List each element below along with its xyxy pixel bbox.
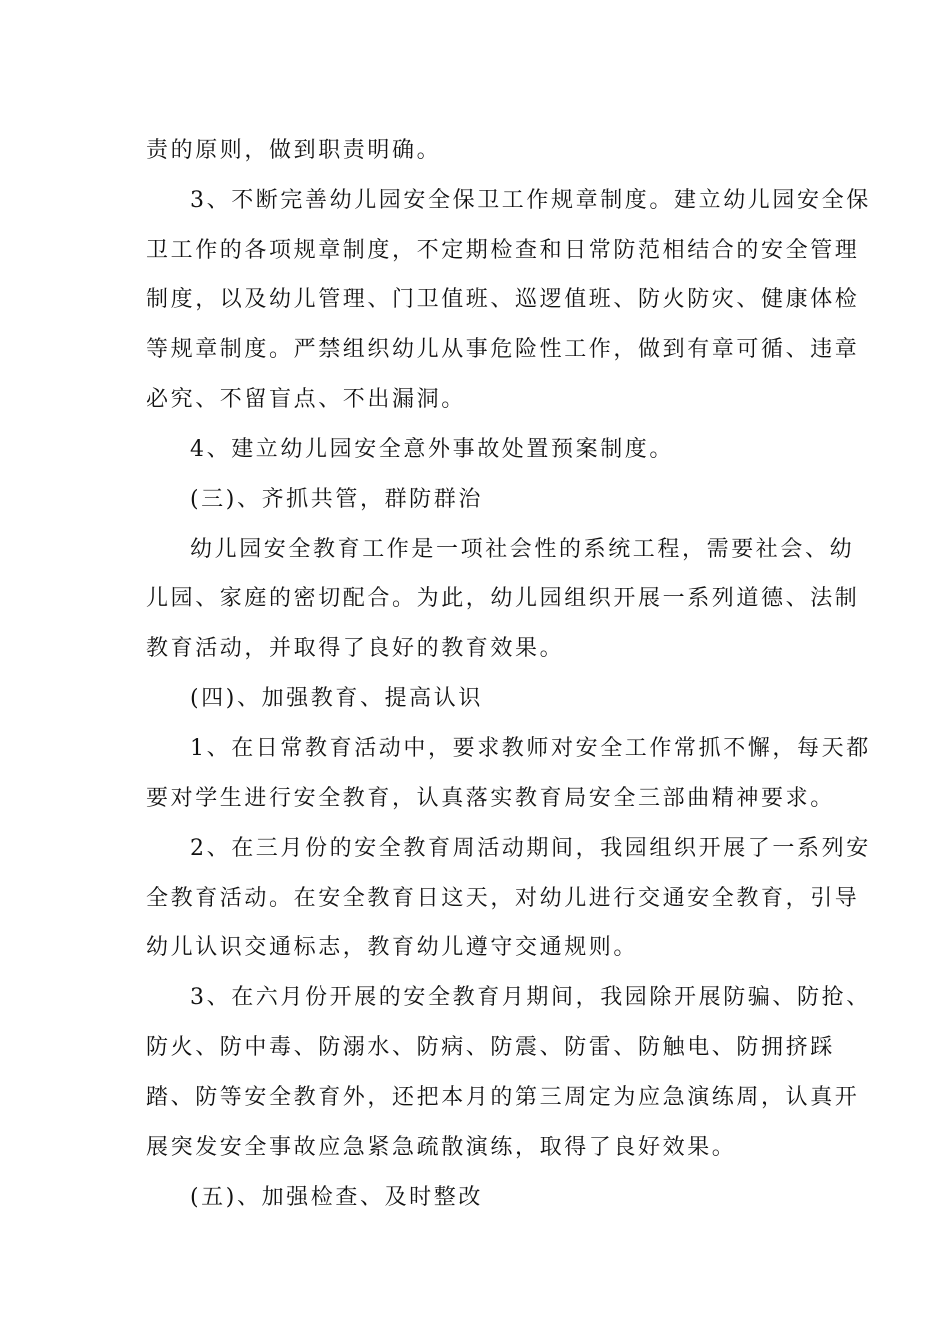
text-line: 1、在日常教育活动中，要求教师对安全工作常抓不懈，每天都 <box>190 736 871 761</box>
text-line: 3、在六月份开展的安全教育月期间，我园除开展防骗、防抢、 <box>190 985 871 1010</box>
section-heading: (三)、齐抓共管，群防群治 <box>190 487 483 512</box>
text-line: 全教育活动。在安全教育日这天，对幼儿进行交通安全教育，引导 <box>146 886 860 911</box>
text-line: 4、建立幼儿园安全意外事故处置预案制度。 <box>190 437 674 462</box>
text-line: 儿园、家庭的密切配合。为此，幼儿园组织开展一系列道德、法制 <box>146 586 860 611</box>
text-line: 必究、不留盲点、不出漏洞。 <box>146 387 466 412</box>
text-line: 2、在三月份的安全教育周活动期间，我园组织开展了一系列安 <box>190 836 871 861</box>
text-line: 防火、防中毒、防溺水、防病、防震、防雷、防触电、防拥挤踩 <box>146 1035 835 1060</box>
section-heading: (四)、加强教育、提高认识 <box>190 686 483 711</box>
text-line: 幼儿园安全教育工作是一项社会性的系统工程，需要社会、幼 <box>190 537 855 562</box>
text-line: 卫工作的各项规章制度，不定期检查和日常防范相结合的安全管理 <box>146 238 860 263</box>
text-line: 要对学生进行安全教育，认真落实教育局安全三部曲精神要求。 <box>146 786 835 811</box>
text-line: 3、不断完善幼儿园安全保卫工作规章制度。建立幼儿园安全保 <box>190 188 871 213</box>
text-line: 责的原则，做到职责明确。 <box>146 138 442 163</box>
text-line: 教育活动，并取得了良好的教育效果。 <box>146 636 565 661</box>
section-heading: (五)、加强检查、及时整改 <box>190 1185 483 1210</box>
text-line: 等规章制度。严禁组织幼儿从事危险性工作，做到有章可循、违章 <box>146 337 860 362</box>
text-line: 展突发安全事故应急紧急疏散演练，取得了良好效果。 <box>146 1135 737 1160</box>
text-line: 制度，以及幼儿管理、门卫值班、巡逻值班、防火防灾、健康体检 <box>146 287 860 312</box>
text-line: 踏、防等安全教育外，还把本月的第三周定为应急演练周，认真开 <box>146 1085 860 1110</box>
text-line: 幼儿认识交通标志，教育幼儿遵守交通规则。 <box>146 935 639 960</box>
